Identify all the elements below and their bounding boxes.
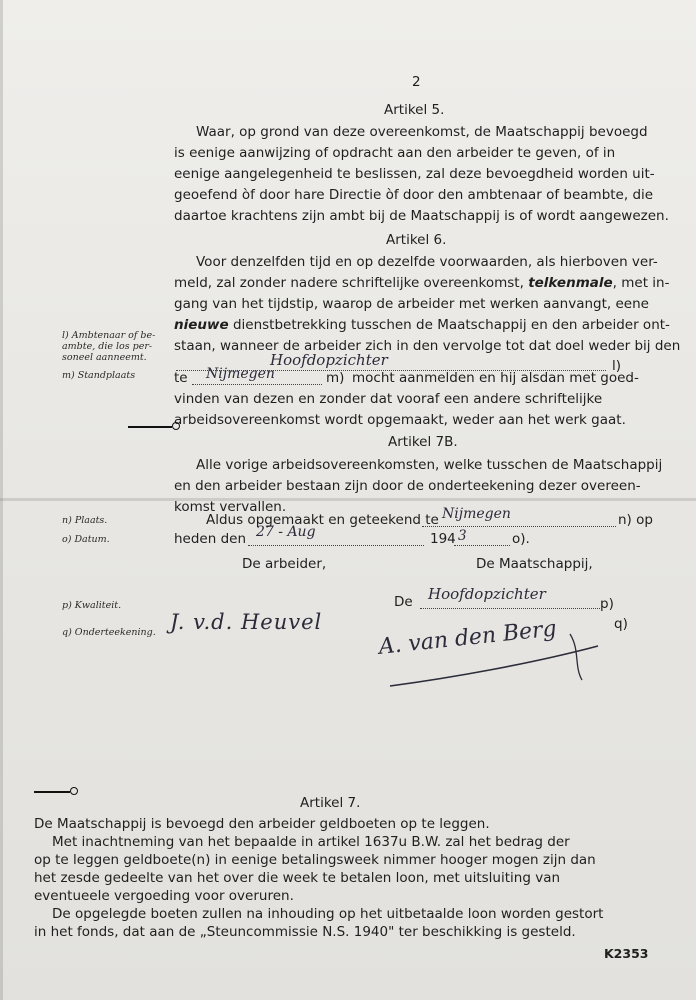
margin-note-p: p) Kwaliteit. [62, 600, 122, 611]
artikel-5-line-5: daartoe krachtens zijn ambt bij de Maatschappij is of wordt aangewezen. [174, 208, 669, 224]
standplaats-fill-line [192, 384, 322, 385]
artikel-7-line-6: De opgelegde boeten zullen na inhouding op het uitbetaalde loon worden gestort [52, 906, 604, 922]
handwritten-plaats: Nijmegen [442, 506, 511, 522]
artikel-6-line-2-text: meld, zal zonder nadere schriftelijke overeenkomst, [174, 275, 524, 291]
date-suffix: o). [512, 531, 530, 547]
artikel-5-line-2: is eenige aanwijzing of opdracht aan den arbeider te geven, of in [174, 145, 616, 161]
artikel-7-line-2: Met inachtneming van het bepaalde in artikel 1637u B.W. zal het bedrag der [52, 834, 570, 850]
artikel-6-line-3: gang van het tijdstip, waarop de arbeider met werken aanvangt, eene [174, 296, 649, 312]
page-number: 2 [412, 74, 421, 90]
signature-flourish [360, 616, 620, 700]
te-prefix: te [174, 370, 188, 386]
handwritten-datum: 27 - Aug [256, 524, 316, 540]
margin-note-l [62, 330, 155, 363]
place-prefix: Aldus opgemaakt en geteekend te [206, 512, 439, 528]
artikel-6-heading: Artikel 6. [386, 232, 447, 248]
l-footnote-mark: l) [612, 358, 622, 374]
margin-note-l-2: ambte, die los per- [62, 341, 153, 352]
place-suffix: n) op [618, 512, 653, 528]
artikel-6-tail-2: arbeidsovereenkomst wordt opgemaakt, weder aan het werk gaat. [174, 412, 626, 428]
handwritten-year-digit: 3 [458, 528, 467, 544]
margin-note-n: n) Plaats. [62, 515, 108, 526]
arbeider-label: De arbeider, [242, 556, 327, 572]
artikel-5-line-4: geoefend òf door hare Directie òf door den ambtenaar of beambte, die [174, 187, 654, 203]
artikel-5-line-3: eenige aangelegenheid te beslissen, zal deze bevoegdheid worden uit- [174, 166, 655, 182]
margin-note-l-3: soneel aanneemt. [62, 352, 147, 363]
cut-marker-line [128, 426, 172, 428]
artikel-6-tail-1: vinden van dezen en zonder dat vooraf een andere schriftelijke [174, 391, 603, 407]
artikel-7-line-7: in het fonds, dat aan de „Steuncommissie N.S. 1940" ter beschikking is gesteld. [34, 924, 576, 940]
artikel-7b-line-2: en den arbeider bestaan zijn door de onderteekening dezer overeen- [174, 478, 641, 494]
handwritten-ambtenaar: Hoofdopzichter [270, 351, 388, 369]
maatschappij-signature: A. van den Berg [377, 616, 558, 660]
artikel-7-line-1: De Maatschappij is bevoegd den arbeider geldboeten op te leggen. [34, 816, 490, 832]
handwritten-standplaats: Nijmegen [206, 366, 275, 382]
datum-fill-line [248, 545, 424, 546]
margin-note-q: q) Onderteekening. [62, 627, 156, 638]
arbeider-signature: J. v.d. Heuvel [170, 610, 323, 634]
margin-note-m: m) Standplaats [62, 370, 136, 381]
artikel-7b-line-1: Alle vorige arbeidsovereenkomsten, welke tusschen de Maatschappij [196, 457, 663, 473]
margin-note-l-1: l) Ambtenaar of be- [62, 330, 156, 341]
nieuwe-emphasis: nieuwe [174, 317, 229, 333]
maatschappij-label: De Maatschappij, [476, 556, 593, 572]
artikel-7b-line-3: komst vervallen. [174, 499, 287, 515]
artikel-7b-heading: Artikel 7B. [388, 434, 458, 450]
handwritten-kwaliteit: Hoofdopzichter [428, 585, 546, 603]
artikel-6-line-m: mocht aanmelden en hij alsdan met goed- [352, 370, 639, 386]
date-year: 194 [430, 531, 456, 547]
artikel-5-heading: Artikel 5. [384, 102, 445, 118]
de-prefix: De [394, 594, 413, 610]
plaats-fill-line [422, 526, 616, 527]
cut-marker-dot-2 [70, 787, 78, 795]
telkenmale-emphasis: telkenmale [528, 275, 613, 291]
cut-marker-line-2 [34, 791, 70, 793]
date-prefix: heden den [174, 531, 247, 547]
form-code: K2353 [604, 946, 649, 961]
artikel-6-line-1: Voor denzelfden tijd en op dezelfde voorwaarden, als hierboven ver- [196, 254, 658, 270]
paper-fold [0, 498, 696, 501]
paper-edge [0, 0, 3, 1000]
cut-marker-dot [172, 422, 180, 430]
artikel-6-line-5: staan, wanneer de arbeider zich in den vervolge tot dat doel weder bij den [174, 338, 681, 354]
kwaliteit-fill-line [420, 608, 600, 609]
artikel-7-line-3: op te leggen geldboete(n) in eenige betalingsweek nimmer hooger mogen zijn dan [34, 852, 596, 868]
artikel-5-line-1: Waar, op grond van deze overeenkomst, de Maatschappij bevoegd [196, 124, 648, 140]
artikel-7-line-4: het zesde gedeelte van het over die week te betalen loon, met uitsluiting van [34, 870, 561, 886]
artikel-6-line-2 [174, 275, 669, 291]
artikel-7-line-5: eventueele vergoeding voor overuren. [34, 888, 294, 904]
artikel-6-line-4 [174, 317, 670, 333]
margin-note-o: o) Datum. [62, 534, 110, 545]
m-footnote-mark: m) [326, 370, 345, 386]
p-footnote-mark: p) [600, 596, 614, 612]
artikel-6-met-in: , met in- [612, 275, 670, 291]
artikel-6-line-4-text: dienstbetrekking tusschen de Maatschappij en den arbeider ont- [232, 317, 670, 333]
q-footnote-mark: q) [614, 616, 628, 632]
artikel-7-heading: Artikel 7. [300, 795, 361, 811]
year-fill-line [454, 545, 510, 546]
